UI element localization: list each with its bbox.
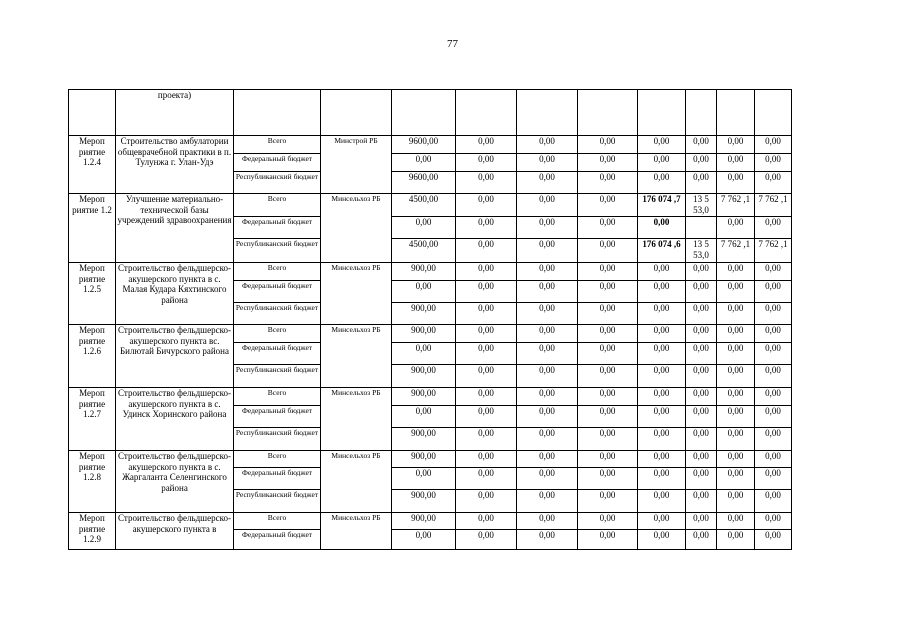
- measure-title: Строительство фельдшерско-акушерского пункта в с. Удинск Хоринского района: [116, 388, 234, 451]
- value-cell: 0,00: [578, 513, 638, 530]
- value-cell: 0,00: [686, 154, 717, 172]
- value-cell: 0,00: [578, 388, 638, 406]
- value-cell: 900,00: [392, 365, 456, 388]
- value-cell: 0,00: [578, 154, 638, 172]
- value-cell: 0,00: [517, 468, 578, 490]
- continuation-row: [69, 90, 792, 136]
- value-cell: 0,00: [578, 343, 638, 365]
- value-cell: 0,00: [517, 325, 578, 343]
- value-cell: 0,00: [686, 281, 717, 303]
- value-cell: 0,00: [686, 365, 717, 388]
- value-cell: 0,00: [717, 325, 755, 343]
- value-cell: 0,00: [638, 530, 686, 550]
- value-cell: 9600,00: [392, 172, 456, 194]
- funding-source: Республиканский бюджет: [234, 239, 321, 263]
- funding-source: Республиканский бюджет: [234, 365, 321, 388]
- page-number: 77: [447, 38, 458, 50]
- value-cell: 0,00: [717, 513, 755, 530]
- value-cell: 0,00: [456, 428, 517, 451]
- funding-source: Федеральный бюджет: [234, 468, 321, 490]
- value-cell: 0,00: [517, 428, 578, 451]
- value-cell: 0,00: [638, 281, 686, 303]
- value-cell: 0,00: [686, 451, 717, 468]
- measure-id: Мероп риятие 1.2.9: [69, 513, 116, 550]
- executor: Минсельхоз РБ: [321, 194, 392, 263]
- value-cell: 0,00: [755, 303, 792, 325]
- value-cell: 0,00: [456, 263, 517, 281]
- value-cell: 7 762 ,1: [755, 239, 792, 263]
- executor: Минсельхоз РБ: [321, 451, 392, 513]
- value-cell: 0,00: [392, 343, 456, 365]
- value-cell: 900,00: [392, 325, 456, 343]
- value-cell: 0,00: [392, 468, 456, 490]
- value-cell: 13 5 53,0: [686, 194, 717, 217]
- value-cell: 0,00: [755, 343, 792, 365]
- funding-source: Федеральный бюджет: [234, 281, 321, 303]
- value-cell: 0,00: [755, 281, 792, 303]
- value-cell: 0,00: [578, 194, 638, 217]
- funding-source: Всего: [234, 451, 321, 468]
- value-cell: 0,00: [717, 343, 755, 365]
- value-cell: 0,00: [638, 468, 686, 490]
- value-cell: 0,00: [686, 428, 717, 451]
- value-cell: 0,00: [638, 406, 686, 428]
- executor: Минстрой РБ: [321, 136, 392, 194]
- value-cell: 0,00: [686, 490, 717, 513]
- measure-id: Мероп риятие 1.2.6: [69, 325, 116, 388]
- value-cell: 0,00: [517, 263, 578, 281]
- value-cell: 0,00: [638, 428, 686, 451]
- table-row: [69, 513, 792, 530]
- value-cell: 0,00: [686, 513, 717, 530]
- funding-source: Всего: [234, 263, 321, 281]
- measure-title: Улучшение материально-технической базы учреждений здравоохранения: [116, 194, 234, 263]
- value-cell: 0,00: [717, 406, 755, 428]
- value-cell: 0,00: [717, 281, 755, 303]
- measure-title: Строительство амбулатории общеврачебной практики в п. Тулунжа г. Улан-Удэ: [116, 136, 234, 194]
- value-cell: 0,00: [456, 530, 517, 550]
- table-row: [69, 194, 792, 217]
- value-cell: 0,00: [517, 343, 578, 365]
- executor: Минсельхоз РБ: [321, 263, 392, 325]
- value-cell: 0,00: [456, 513, 517, 530]
- value-cell: 0,00: [517, 154, 578, 172]
- table-row: [69, 388, 792, 406]
- value-cell: 0,00: [755, 325, 792, 343]
- value-cell: 0,00: [717, 428, 755, 451]
- value-cell: 0,00: [755, 428, 792, 451]
- executor: Минсельхоз РБ: [321, 513, 392, 550]
- executor: Минсельхоз РБ: [321, 325, 392, 388]
- value-cell: 0,00: [456, 406, 517, 428]
- value-cell: 0,00: [578, 490, 638, 513]
- value-cell: 0,00: [517, 513, 578, 530]
- value-cell: 0,00: [755, 388, 792, 406]
- value-cell: 0,00: [517, 388, 578, 406]
- value-cell: 0,00: [578, 325, 638, 343]
- value-cell: 0,00: [578, 530, 638, 550]
- value-cell: 900,00: [392, 428, 456, 451]
- value-cell: 0,00: [686, 388, 717, 406]
- value-cell: 0,00: [517, 281, 578, 303]
- value-cell: 13 5 53,0: [686, 239, 717, 263]
- value-cell: 0,00: [517, 172, 578, 194]
- table-row: [69, 136, 792, 154]
- value-cell: 0,00: [517, 451, 578, 468]
- value-cell: 0,00: [717, 263, 755, 281]
- value-cell: 0,00: [456, 217, 517, 239]
- value-cell: 0,00: [638, 451, 686, 468]
- value-cell: 0,00: [578, 451, 638, 468]
- funding-source: Республиканский бюджет: [234, 490, 321, 513]
- value-cell: 0,00: [755, 136, 792, 154]
- table-row: [69, 325, 792, 343]
- value-cell: 0,00: [456, 303, 517, 325]
- value-cell: 0,00: [686, 530, 717, 550]
- value-cell: 0,00: [755, 530, 792, 550]
- value-cell: 0,00: [517, 406, 578, 428]
- value-cell: 0,00: [392, 281, 456, 303]
- funding-source: Всего: [234, 513, 321, 530]
- value-cell: 0,00: [638, 217, 686, 239]
- budget-table: [68, 89, 792, 550]
- value-cell: 0,00: [717, 136, 755, 154]
- funding-source: Республиканский бюджет: [234, 172, 321, 194]
- value-cell: 0,00: [456, 490, 517, 513]
- measure-title: Строительство фельдшерско-акушерского пункта в с. Малая Кудара Кяхтинского района: [116, 263, 234, 325]
- value-cell: 0,00: [456, 343, 517, 365]
- value-cell: 0,00: [717, 530, 755, 550]
- value-cell: 0,00: [456, 136, 517, 154]
- value-cell: 0,00: [717, 388, 755, 406]
- value-cell: 900,00: [392, 513, 456, 530]
- value-cell: 0,00: [456, 194, 517, 217]
- value-cell: 176 074 ,6: [638, 239, 686, 263]
- value-cell: 0,00: [517, 136, 578, 154]
- value-cell: 900,00: [392, 490, 456, 513]
- value-cell: 0,00: [517, 490, 578, 513]
- value-cell: 4500,00: [392, 239, 456, 263]
- value-cell: 0,00: [578, 172, 638, 194]
- table-row: [69, 451, 792, 468]
- value-cell: 0,00: [456, 172, 517, 194]
- measure-id: Мероп риятие 1.2: [69, 194, 116, 263]
- value-cell: 900,00: [392, 388, 456, 406]
- measure-id: Мероп риятие 1.2.4: [69, 136, 116, 194]
- value-cell: 0,00: [578, 468, 638, 490]
- value-cell: 0,00: [392, 406, 456, 428]
- value-cell: 0,00: [578, 406, 638, 428]
- value-cell: 0,00: [456, 468, 517, 490]
- value-cell: 0,00: [638, 513, 686, 530]
- measure-id: Мероп риятие 1.2.7: [69, 388, 116, 451]
- value-cell: 0,00: [717, 303, 755, 325]
- value-cell: 0,00: [456, 365, 517, 388]
- value-cell: 900,00: [392, 263, 456, 281]
- value-cell: 0,00: [456, 325, 517, 343]
- measure-id: Мероп риятие 1.2.8: [69, 451, 116, 513]
- value-cell: 0,00: [717, 365, 755, 388]
- value-cell: 0,00: [578, 263, 638, 281]
- value-cell: 0,00: [392, 154, 456, 172]
- value-cell: 0,00: [638, 154, 686, 172]
- value-cell: 0,00: [686, 172, 717, 194]
- value-cell: 176 074 ,7: [638, 194, 686, 217]
- value-cell: 0,00: [686, 406, 717, 428]
- value-cell: 0,00: [755, 263, 792, 281]
- funding-source: Всего: [234, 388, 321, 406]
- value-cell: 7 762 ,1: [717, 239, 755, 263]
- value-cell: 0,00: [392, 530, 456, 550]
- value-cell: 0,00: [717, 217, 755, 239]
- value-cell: 0,00: [392, 217, 456, 239]
- value-cell: 0,00: [638, 136, 686, 154]
- value-cell: 0,00: [456, 154, 517, 172]
- value-cell: 0,00: [517, 303, 578, 325]
- funding-source: Всего: [234, 325, 321, 343]
- continuation-text: проекта): [116, 90, 234, 136]
- executor: Минсельхоз РБ: [321, 388, 392, 451]
- value-cell: 7 762 ,1: [755, 194, 792, 217]
- value-cell: [686, 217, 717, 239]
- value-cell: 0,00: [456, 451, 517, 468]
- measure-title: Строительство фельдшерско-акушерского пункта в с. Жаргаланта Селенгинского района: [116, 451, 234, 513]
- value-cell: 0,00: [755, 217, 792, 239]
- value-cell: 0,00: [717, 451, 755, 468]
- value-cell: 0,00: [517, 194, 578, 217]
- value-cell: 0,00: [755, 468, 792, 490]
- value-cell: 0,00: [686, 303, 717, 325]
- funding-source: Федеральный бюджет: [234, 343, 321, 365]
- value-cell: 9600,00: [392, 136, 456, 154]
- value-cell: 0,00: [517, 217, 578, 239]
- value-cell: 0,00: [755, 451, 792, 468]
- value-cell: 0,00: [578, 239, 638, 263]
- measure-title: Строительство фельдшерско-акушерского пункта вс. Билютай Бичурского района: [116, 325, 234, 388]
- funding-source: Всего: [234, 194, 321, 217]
- funding-source: Всего: [234, 136, 321, 154]
- funding-source: Федеральный бюджет: [234, 406, 321, 428]
- value-cell: 0,00: [638, 325, 686, 343]
- funding-source: Республиканский бюджет: [234, 303, 321, 325]
- value-cell: 0,00: [717, 490, 755, 513]
- value-cell: 0,00: [517, 239, 578, 263]
- value-cell: 0,00: [578, 303, 638, 325]
- value-cell: 0,00: [686, 263, 717, 281]
- value-cell: 0,00: [755, 365, 792, 388]
- value-cell: 900,00: [392, 451, 456, 468]
- value-cell: 900,00: [392, 303, 456, 325]
- value-cell: 0,00: [578, 365, 638, 388]
- funding-source: Федеральный бюджет: [234, 217, 321, 239]
- value-cell: 0,00: [717, 172, 755, 194]
- value-cell: 0,00: [638, 263, 686, 281]
- value-cell: 7 762 ,1: [717, 194, 755, 217]
- value-cell: 0,00: [517, 530, 578, 550]
- measure-id: Мероп риятие 1.2.5: [69, 263, 116, 325]
- table-row: [69, 263, 792, 281]
- funding-source: Федеральный бюджет: [234, 530, 321, 550]
- value-cell: 0,00: [755, 154, 792, 172]
- value-cell: 0,00: [755, 172, 792, 194]
- value-cell: 0,00: [638, 365, 686, 388]
- value-cell: 0,00: [578, 281, 638, 303]
- value-cell: 0,00: [638, 388, 686, 406]
- value-cell: 0,00: [578, 428, 638, 451]
- value-cell: 0,00: [686, 325, 717, 343]
- value-cell: 0,00: [578, 136, 638, 154]
- value-cell: 0,00: [638, 490, 686, 513]
- value-cell: 0,00: [578, 217, 638, 239]
- funding-source: Федеральный бюджет: [234, 154, 321, 172]
- value-cell: 0,00: [456, 239, 517, 263]
- value-cell: 4500,00: [392, 194, 456, 217]
- value-cell: 0,00: [686, 343, 717, 365]
- value-cell: 0,00: [517, 365, 578, 388]
- value-cell: 0,00: [686, 136, 717, 154]
- value-cell: 0,00: [686, 468, 717, 490]
- value-cell: 0,00: [755, 513, 792, 530]
- funding-source: Республиканский бюджет: [234, 428, 321, 451]
- value-cell: 0,00: [638, 303, 686, 325]
- value-cell: 0,00: [638, 343, 686, 365]
- value-cell: 0,00: [717, 154, 755, 172]
- value-cell: 0,00: [717, 468, 755, 490]
- measure-title: Строительство фельдшерско-акушерского пункта в: [116, 513, 234, 550]
- value-cell: 0,00: [755, 406, 792, 428]
- value-cell: 0,00: [638, 172, 686, 194]
- value-cell: 0,00: [456, 281, 517, 303]
- value-cell: 0,00: [755, 490, 792, 513]
- value-cell: 0,00: [456, 388, 517, 406]
